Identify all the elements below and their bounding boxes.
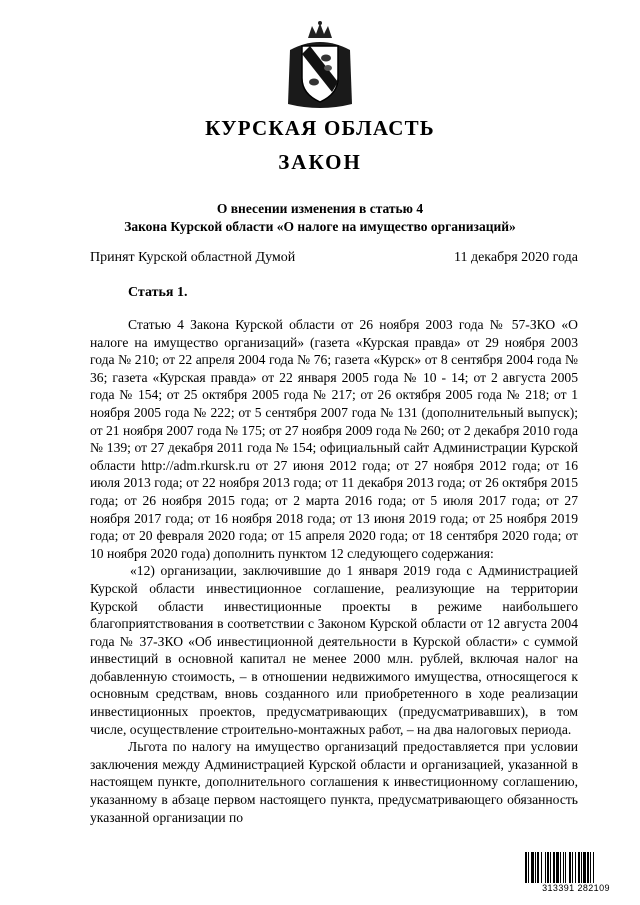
article-title: Статья 1. xyxy=(128,285,188,300)
article-paragraph: «12) организации, заключившие до 1 января 2019 года с Администрацией Курской области инвестиционное соглашение, реализующие на территории Курской области инвестиционные проекты в режиме наибольшего благоприятствования в соответствии с Законом Курской области от 12 августа 2004 года № 37-ЗКО «Об инвестиционной деятельности в Курской области» с суммой инвестиций в основной капитал не менее 2000 млн. рублей, включая налог на добавленную стоимость, – в отношении недвижимого имущества, относящегося к основным средствам, вновь созданного или приобретенного в ходе реализации инвестиционных проектов, предусматривающих (предусматривавших), в том числе, осуществление строительно-монтажных работ, – на два налоговых периода. xyxy=(90,563,578,737)
article-paragraph: Льгота по налогу на имущество организаций предоставляется при условии заключения между Администрацией Курской области и организацией, указанной в настоящем пункте, дополнительного соглашения к инвестиционному соглашению, указанному в абзаце первом настоящего пункта, предусматривающего обязанность указанной организации по xyxy=(90,739,578,825)
article-body xyxy=(90,316,578,826)
subtitle-line-2: Закона Курской области «О налоге на имущество организаций» xyxy=(124,219,516,234)
adoption-label: Принят Курской областной Думой xyxy=(90,250,296,265)
coat-of-arms-emblem xyxy=(282,20,358,112)
document-type-title: ЗАКОН xyxy=(278,150,362,174)
article-paragraph: Статью 4 Закона Курской области от 26 ноября 2003 года № 57-ЗКО «О налоге на имущество организаций» (газета «Курская правда» от 29 ноября 2003 года № 210; от 22 апреля 2004 года № 76; газета «Курск» от 8 сентября 2004 года № 36; газета «Курская правда» от 22 января 2005 года № 10 - 14; от 2 августа 2005 года № 154; от 25 октября 2005 года № 217; от 26 октября 2005 года № 218; от 1 ноября 2005 года № 222; от 5 сентября 2007 года № 131 (дополнительный выпуск); от 21 ноября 2007 года № 175; от 27 ноября 2009 года № 260; от 2 декабря 2010 года № 139; от 27 декабря 2011 года № 154; официальный сайт Администрации Курской области http://adm.rkursk.ru от 27 июня 2012 года; от 27 ноября 2012 года; от 16 июля 2013 года; от 22 ноября 2013 года; от 11 декабря 2013 года; от 26 октября 2015 года; от 26 ноября 2015 года; от 2 марта 2016 года; от 5 июля 2017 года; от 27 ноября 2017 года; от 16 ноября 2018 года; от 13 июня 2019 года; от 25 ноября 2019 года; от 20 февраля 2020 года; от 15 апреля 2020 года; от 18 сентября 2020 года; от 10 ноября 2020 года) дополнить пунктом 12 следующего содержания: xyxy=(90,317,578,561)
adoption-date: 11 декабря 2020 года xyxy=(453,250,578,265)
subtitle-line-1: О внесении изменения в статью 4 xyxy=(216,201,424,216)
region-title: КУРСКАЯ ОБЛАСТЬ xyxy=(205,116,435,140)
adoption-line xyxy=(90,250,578,266)
barcode-number: 313391 282109 xyxy=(524,883,628,893)
law-subtitle xyxy=(60,200,580,236)
